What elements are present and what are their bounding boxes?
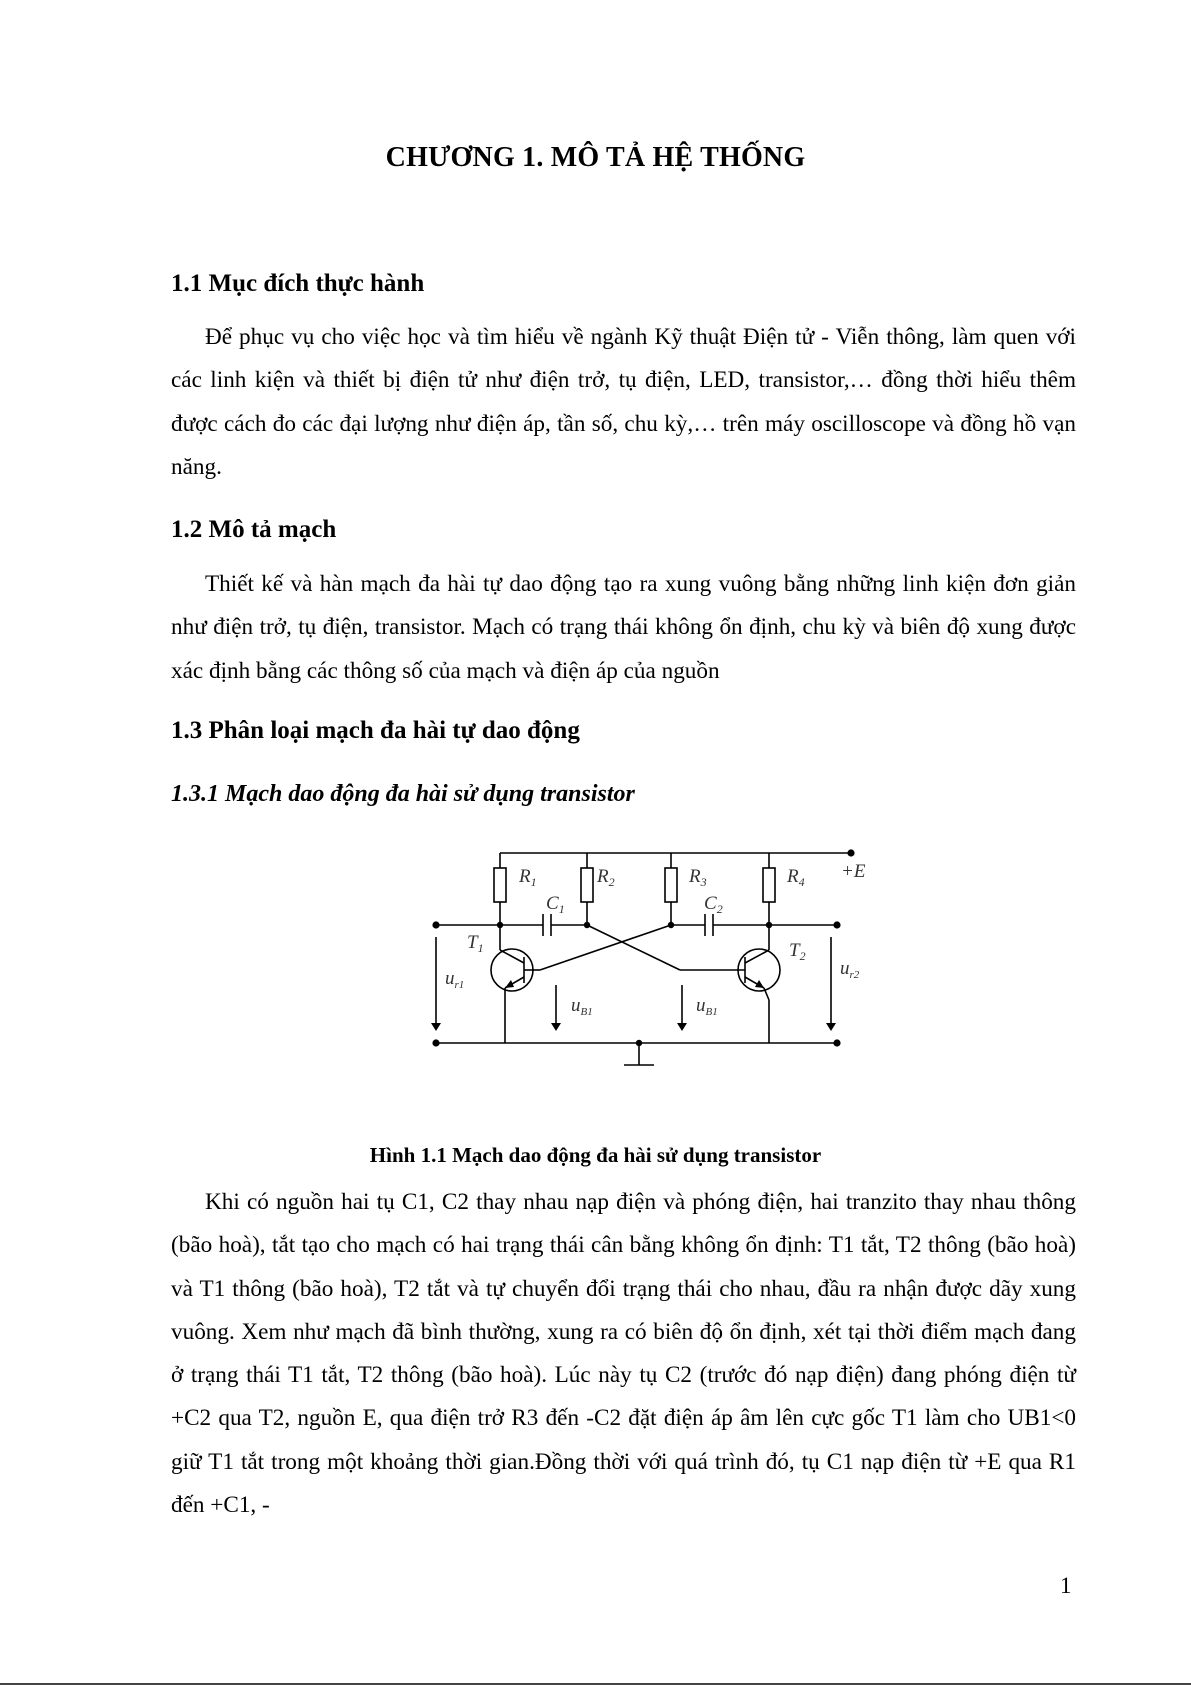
label-c1: $C_1$: [546, 893, 565, 916]
label-t2: $T_2$: [789, 940, 806, 963]
label-r4: $R_4$: [787, 866, 805, 889]
resistor-r2: [581, 868, 593, 902]
section-heading-1-3: 1.3 Phân loại mạch đa hài tự dao động: [171, 717, 580, 744]
resistor-r4: [763, 868, 775, 902]
label-ur2: $u_{r2}$: [840, 958, 860, 981]
label-ub-left: $u_{B1}$: [571, 995, 593, 1018]
multivibrator-circuit-diagram: [420, 842, 890, 1072]
figure-caption: Hình 1.1 Mạch dao động đa hài sử dụng transistor: [369, 1143, 822, 1167]
resistor-r1: [494, 868, 506, 902]
section-paragraph-1-1: Để phục vụ cho việc học và tìm hiểu về ngành Kỹ thuật Điện tử - Viễn thông, làm quen với các linh kiện và thiết bị điện tử như điện trở, tụ điện, LED, transistor,… đồng thời hiểu thêm được cách đo các đại lượng như điện áp, tần số, chu kỳ,… trên máy oscilloscope và đồng hồ vạn năng.: [171, 324, 1076, 480]
page-number: 1: [1060, 1573, 1072, 1598]
label-supply: +E: [841, 861, 866, 882]
label-r1: $R_1$: [519, 866, 537, 889]
chapter-title: CHƯƠNG 1. MÔ TẢ HỆ THỐNG: [385, 142, 806, 173]
resistor-r3: [665, 868, 677, 902]
section-heading-1-2: 1.2 Mô tả mạch: [171, 516, 337, 543]
label-c2: $C_2$: [704, 893, 723, 916]
body-paragraph: Khi có nguồn hai tụ C1, C2 thay nhau nạp điện và phóng điện, hai tranzito thay nhau thông (bão hoà), tắt tạo cho mạch có hai trạng thái cân bằng không ổn định: T1 tắt, T2 thông (bão hoà) và T1 thông (bão hoà), T2 tắt và tự chuyển đổi trạng thái cho nhau, đầu ra nhận được dãy xung vuông. Xem như mạch đã bình thường, xung ra có biên độ ổn định, xét tại thời điểm mạch đang ở trạng thái T1 tắt, T2 thông (bão hoà). Lúc này tụ C2 (trước đó nạp điện) đang phóng điện từ +C2 qua T2, nguồn E, qua điện trở R3 đến -C2 đặt điện áp âm lên cực gốc T1 làm cho UB1<0 giữ T1 tắt trong một khoảng thời gian.Đồng thời với quá trình đó, tụ C1 nạp điện từ +E qua R1 đến +C1, -: [171, 1189, 1076, 1519]
section-heading-1-1: 1.1 Mục đích thực hành: [171, 270, 425, 297]
label-r2: $R_2$: [597, 866, 615, 889]
label-t1: $T_1$: [467, 932, 484, 955]
section-paragraph-1-2: Thiết kế và hàn mạch đa hài tự dao động tạo ra xung vuông bằng những linh kiện đơn giản như điện trở, tụ điện, transistor. Mạch có trạng thái không ổn định, chu kỳ và biên độ xung được xác định bằng các thông số của mạch và điện áp của nguồn: [171, 571, 1076, 684]
label-r3: $R_3$: [689, 866, 707, 889]
subsection-heading-1-3-1: 1.3.1 Mạch dao động đa hài sử dụng transistor: [171, 781, 635, 807]
label-ub-right: $u_{B1}$: [696, 995, 718, 1018]
label-ur1: $u_{r1}$: [445, 968, 465, 991]
